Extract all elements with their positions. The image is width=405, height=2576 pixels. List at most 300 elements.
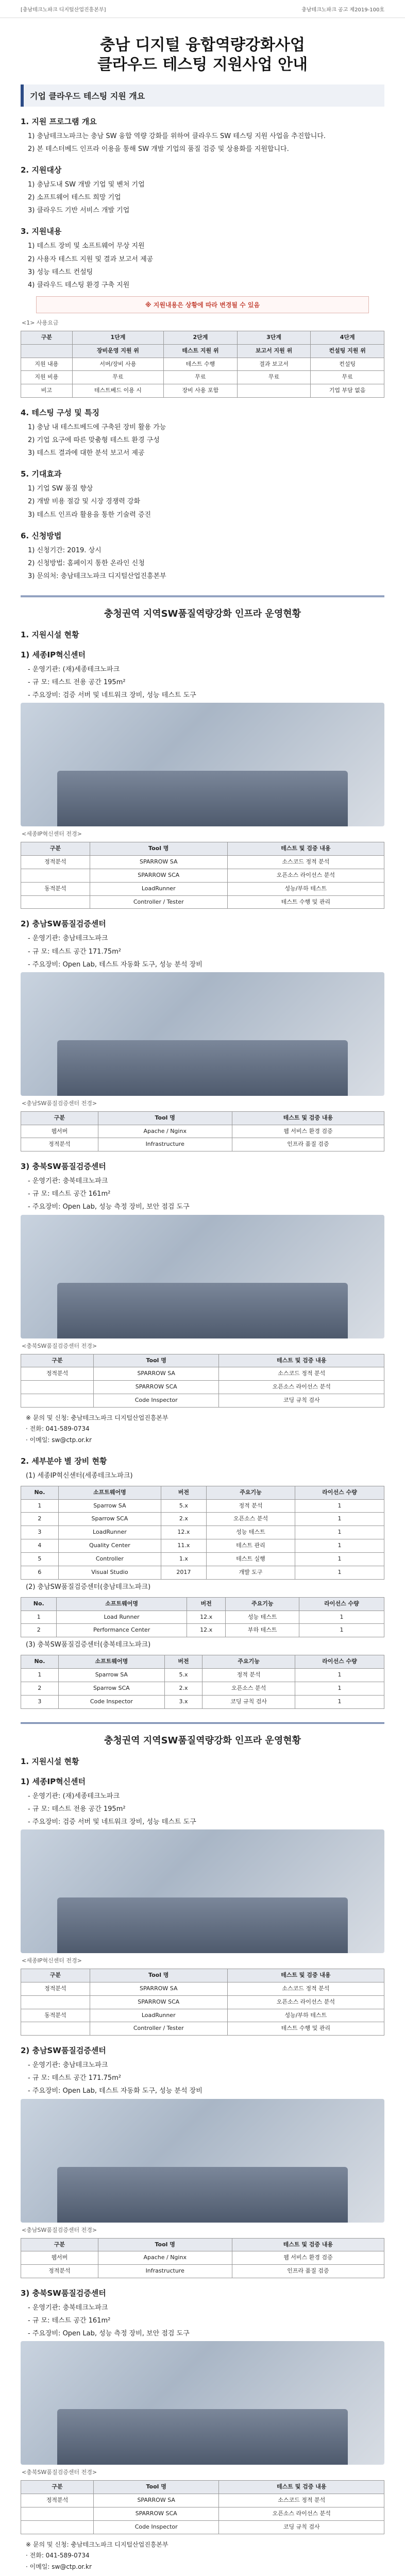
table-caption: <1> 사용요금 bbox=[22, 319, 59, 326]
table-cell: 정적분석 bbox=[21, 856, 90, 869]
part-title: 충청권역 지역SW품질역량강화 인프라 운영현황 bbox=[104, 608, 301, 619]
facility-photo bbox=[21, 2099, 384, 2223]
part-title: 충청권역 지역SW품질역량강화 인프라 운영현황 bbox=[104, 1735, 301, 1746]
table-cell: 오픈소스 라이선스 분석 bbox=[227, 1995, 384, 2009]
table-row bbox=[21, 1499, 384, 1513]
table-cell: 5.x bbox=[164, 1669, 202, 1682]
table-cell: SPARROW SCA bbox=[90, 1995, 227, 2009]
section-heading: 3. 지원내용 bbox=[21, 227, 62, 236]
detail-line: - 규 모: 테스트 공간 171.75m² bbox=[28, 947, 122, 956]
contact-line: · 이메일: sw@ctp.or.kr bbox=[26, 1436, 92, 1444]
table-cell: 비고 bbox=[21, 384, 73, 398]
table-cell: 1 bbox=[295, 1552, 384, 1566]
table-row bbox=[21, 1138, 384, 1151]
table-cell: 2017 bbox=[161, 1566, 206, 1579]
list-item: 2) 신청방법: 홈페이지 통한 온라인 신청 bbox=[28, 559, 145, 567]
table-row bbox=[21, 1995, 384, 2009]
table-header-cell: No. bbox=[21, 1655, 59, 1669]
list-item: 3) 테스트 결과에 대한 분석 보고서 제공 bbox=[28, 449, 145, 457]
table-cell: 4 bbox=[21, 1539, 59, 1553]
list-item: 1) 충남테크노파크는 충남 SW 융합 역량 강화를 위하여 클라우드 SW 테스팅 지원 사업을 추진합니다. bbox=[28, 132, 326, 140]
detail-line: - 규 모: 테스트 전용 공간 195m² bbox=[28, 679, 126, 686]
table-header-row bbox=[21, 1597, 384, 1611]
section-list bbox=[21, 483, 384, 520]
table-cell: SPARROW SCA bbox=[90, 869, 227, 882]
table-header-row bbox=[21, 1486, 384, 1499]
table-cell: Sparrow SCA bbox=[58, 1682, 164, 1696]
table-header-cell: Tool 명 bbox=[93, 2481, 219, 2494]
table-row bbox=[21, 895, 384, 909]
table-cell: 코딩 규칙 검사 bbox=[219, 1394, 384, 1408]
table-row bbox=[21, 2022, 384, 2036]
table-cell: Controller / Tester bbox=[90, 895, 227, 909]
table-header-cell: 소프트웨어명 bbox=[58, 1486, 161, 1499]
table-cell: 개발 도구 bbox=[206, 1566, 295, 1579]
data-table bbox=[21, 1655, 384, 1708]
table-cell: 1 bbox=[295, 1566, 384, 1579]
contact-line: ※ 문의 및 신청: 충남테크노파크 디지털산업진흥본부 bbox=[26, 2540, 168, 2548]
list-item: 1) 충남도내 SW 개발 기업 및 벤처 기업 bbox=[28, 181, 145, 189]
table-header-cell: 구분 bbox=[21, 842, 90, 856]
table-subheader-cell: 테스트 지원 위 bbox=[164, 344, 238, 358]
table-header-row bbox=[21, 1969, 384, 1982]
table-header-cell: 4단계 bbox=[311, 331, 384, 344]
table-header-cell: 3단계 bbox=[237, 331, 311, 344]
table-cell: 1 bbox=[295, 1539, 384, 1553]
notice-title: 기업 클라우드 테스팅 지원 개요 bbox=[21, 84, 384, 107]
table-cell: 무료 bbox=[164, 371, 238, 384]
section-divider bbox=[21, 1722, 384, 1724]
detail-line: - 규 모: 테스트 공간 161m² bbox=[28, 1190, 111, 1198]
table-cell: 테스트 수행 bbox=[164, 358, 238, 371]
table-cell: 1 bbox=[295, 1669, 384, 1682]
table-cell: 인프라 품질 검증 bbox=[232, 2265, 384, 2278]
list-item: 3) 테스트 인프라 활용을 통한 기술력 증진 bbox=[28, 511, 151, 519]
table-cell bbox=[21, 2507, 94, 2521]
detail-line: - 주요장비: Open Lab, 테스트 자동화 도구, 성능 분석 장비 bbox=[28, 2087, 202, 2095]
table-cell: 무료 bbox=[311, 371, 384, 384]
table-header-cell: 소프트웨어명 bbox=[57, 1597, 187, 1611]
header-bar bbox=[0, 0, 405, 18]
data-table bbox=[21, 842, 384, 909]
table-cell bbox=[21, 2022, 90, 2036]
list-item: 2) 소프트웨어 테스트 희망 기업 bbox=[28, 194, 121, 202]
photo-caption: <세종IP혁신센터 전경> bbox=[22, 1957, 82, 1964]
table-cell: SPARROW SA bbox=[90, 1982, 227, 1995]
table-cell: 무료 bbox=[72, 371, 163, 384]
table-header-cell: Tool 명 bbox=[90, 842, 227, 856]
table-cell: 오픈소스 라이선스 분석 bbox=[219, 2507, 384, 2521]
table-cell: 12.x bbox=[161, 1526, 206, 1539]
table-cell: 테스트베드 이용 시 bbox=[72, 384, 163, 398]
table-cell: Sparrow SA bbox=[58, 1669, 164, 1682]
section-divider bbox=[21, 596, 384, 597]
table-header-cell: Tool 명 bbox=[90, 1969, 227, 1982]
data-table bbox=[21, 1969, 384, 2036]
table-row bbox=[21, 2009, 384, 2022]
table-cell: 1 bbox=[21, 1669, 59, 1682]
list-item: 2) 사용자 테스트 지원 및 결과 보고서 제공 bbox=[28, 255, 154, 263]
detail-line: - 규 모: 테스트 공간 171.75m² bbox=[28, 2074, 122, 2082]
table-cell: 코딩 규칙 검사 bbox=[219, 2520, 384, 2534]
table-cell: 소스코드 정적 분석 bbox=[227, 856, 384, 869]
list-item: 1) 테스트 장비 및 소프트웨어 무상 지원 bbox=[28, 242, 145, 250]
photo-caption: <충남SW품질검증센터 전경> bbox=[22, 2226, 97, 2233]
table-cell: 무료 bbox=[237, 371, 311, 384]
table-header-cell: 주요기능 bbox=[206, 1486, 295, 1499]
table-row bbox=[21, 1381, 384, 1394]
table-cell: 오픈소스 분석 bbox=[202, 1682, 295, 1696]
title-line-2: 클라우드 테스팅 지원사업 안내 bbox=[97, 55, 308, 74]
facility-photo bbox=[21, 2341, 384, 2465]
table-row bbox=[21, 1367, 384, 1381]
table-cell: 테스트 관리 bbox=[206, 1539, 295, 1553]
table-cell: 정적 분석 bbox=[202, 1669, 295, 1682]
table-cell: SPARROW SA bbox=[93, 2494, 219, 2507]
table-cell: 12.x bbox=[187, 1624, 226, 1637]
table-header-cell: 구분 bbox=[21, 331, 73, 344]
table-cell: SPARROW SCA bbox=[93, 1381, 219, 1394]
facility-photo bbox=[21, 1215, 384, 1338]
table-header-cell: 라이선스 수량 bbox=[295, 1486, 384, 1499]
table-cell: 성능 테스트 bbox=[226, 1611, 299, 1624]
table-row bbox=[21, 1695, 384, 1708]
detail-line: - 운영기관: 충남테크노파크 bbox=[28, 2061, 108, 2070]
section-list bbox=[21, 131, 384, 155]
table-cell: 정적분석 bbox=[21, 1367, 94, 1381]
detail-line: - 주요장비: 검증 서버 및 네트워크 장비, 성능 테스트 도구 bbox=[28, 1818, 196, 1826]
table-header-cell: Tool 명 bbox=[93, 1354, 219, 1367]
table-cell: 지원 비용 bbox=[21, 371, 73, 384]
table-cell: 2 bbox=[21, 1513, 59, 1526]
table-cell: 3.x bbox=[164, 1695, 202, 1708]
facility-photo bbox=[21, 703, 384, 826]
list-item: 2) 기업 요구에 따른 맞춤형 테스트 환경 구성 bbox=[28, 436, 160, 445]
table-row bbox=[21, 856, 384, 869]
table-header-row bbox=[21, 2238, 384, 2251]
table-cell bbox=[21, 895, 90, 909]
table-cell: 1 bbox=[299, 1624, 384, 1637]
table-cell: Apache / Nginx bbox=[98, 1125, 232, 1138]
table-cell: 1 bbox=[295, 1682, 384, 1696]
table-row bbox=[21, 1125, 384, 1138]
table-cell: Quality Center bbox=[58, 1539, 161, 1553]
facility-heading: 3) 충북SW품질검증센터 bbox=[21, 2289, 106, 2298]
detail-line: - 운영기관: 충북테크노파크 bbox=[28, 2304, 108, 2312]
table-row bbox=[21, 2494, 384, 2507]
part-subheading: 1. 지원시설 현황 bbox=[21, 630, 79, 639]
table-cell: 성능/부하 테스트 bbox=[227, 882, 384, 895]
data-table bbox=[21, 2480, 384, 2534]
table-cell: Sparrow SCA bbox=[58, 1513, 161, 1526]
table-cell: Controller bbox=[58, 1552, 161, 1566]
table-cell: 1 bbox=[299, 1611, 384, 1624]
detail-line: - 주요장비: Open Lab, 테스트 자동화 도구, 성능 분석 장비 bbox=[28, 960, 202, 969]
table-cell bbox=[21, 869, 90, 882]
table-cell: LoadRunner bbox=[90, 882, 227, 895]
table-row bbox=[21, 2265, 384, 2278]
table-header-cell: 버전 bbox=[161, 1486, 206, 1499]
table-cell: 2.x bbox=[164, 1682, 202, 1696]
table-cell bbox=[21, 1381, 94, 1394]
section-heading: 2. 지원대상 bbox=[21, 165, 62, 175]
table-cell: SPARROW SCA bbox=[93, 2507, 219, 2521]
table-header-cell: No. bbox=[21, 1486, 59, 1499]
table-cell: 12.x bbox=[187, 1611, 226, 1624]
table-header-row bbox=[21, 1655, 384, 1669]
table-cell: 정적분석 bbox=[21, 2494, 94, 2507]
table-header-cell: 소프트웨어명 bbox=[58, 1655, 164, 1669]
table-cell: SPARROW SA bbox=[93, 1367, 219, 1381]
notice-sections bbox=[21, 116, 384, 582]
section-list bbox=[21, 241, 384, 291]
table-header-cell: 구분 bbox=[21, 2481, 94, 2494]
table-header-cell: 구분 bbox=[21, 1969, 90, 1982]
table-subheader-cell: 보고서 지원 위 bbox=[237, 344, 311, 358]
table-header-cell: 2단계 bbox=[164, 331, 238, 344]
table-cell: 1 bbox=[21, 1499, 59, 1513]
list-item: 3) 성능 테스트 컨설팅 bbox=[28, 268, 93, 276]
table-header-row bbox=[21, 331, 384, 344]
table-cell: Controller / Tester bbox=[90, 2022, 227, 2036]
table-cell: 기업 부담 없음 bbox=[311, 384, 384, 398]
table-header-cell: 테스트 및 검증 내용 bbox=[232, 2238, 384, 2251]
table-header-row bbox=[21, 1111, 384, 1125]
table-cell: Apache / Nginx bbox=[98, 2251, 232, 2265]
list-item: 2) 개발 비용 절감 및 시장 경쟁력 강화 bbox=[28, 498, 141, 506]
table-header-cell: 테스트 및 검증 내용 bbox=[219, 2481, 384, 2494]
table-cell: 6 bbox=[21, 1566, 59, 1579]
list-item: 1) 신청기간: 2019. 상시 bbox=[28, 546, 102, 554]
table-row bbox=[21, 1526, 384, 1539]
photo-caption: <세종IP혁신센터 전경> bbox=[22, 831, 82, 838]
table-cell: 2.x bbox=[161, 1513, 206, 1526]
notice-body bbox=[0, 36, 405, 582]
data-table bbox=[21, 1597, 384, 1638]
table-cell: Infrastructure bbox=[98, 1138, 232, 1151]
table-cell: 1 bbox=[21, 1611, 57, 1624]
table-cell: 오픈소스 라이선스 분석 bbox=[219, 1381, 384, 1394]
detail-line: - 규 모: 테스트 전용 공간 195m² bbox=[28, 1805, 126, 1813]
detail-line: - 주요장비: Open Lab, 성능 측정 장비, 보안 점검 도구 bbox=[28, 1203, 190, 1211]
data-table bbox=[21, 331, 384, 398]
facility-details bbox=[21, 2302, 384, 2340]
table-row bbox=[21, 869, 384, 882]
table-header-cell: 버전 bbox=[164, 1655, 202, 1669]
table-cell: 웹 서비스 환경 검증 bbox=[232, 2251, 384, 2265]
table-header-cell: 테스트 및 검증 내용 bbox=[232, 1111, 384, 1125]
table-cell: 부하 테스트 bbox=[226, 1624, 299, 1637]
table-cell: 웹서버 bbox=[21, 2251, 98, 2265]
table-row bbox=[21, 1539, 384, 1553]
table-header-cell: 구분 bbox=[21, 2238, 98, 2251]
header-right: 충남테크노파크 공고 제2019-100호 bbox=[301, 7, 384, 13]
table-cell: 컨설팅 bbox=[311, 358, 384, 371]
part-subheading: 2. 세부분야 별 장비 현황 bbox=[21, 1456, 107, 1466]
section-heading: 6. 신청방법 bbox=[21, 531, 62, 540]
table-header-cell: 버전 bbox=[187, 1597, 226, 1611]
table-row bbox=[21, 2251, 384, 2265]
table-row bbox=[21, 371, 384, 384]
table-cell: 장비 사용 포함 bbox=[164, 384, 238, 398]
list-item: 3) 문의처: 충남테크노파크 디지털산업진흥본부 bbox=[28, 572, 166, 580]
table-cell bbox=[21, 1394, 94, 1408]
table-row bbox=[21, 384, 384, 398]
table-cell: 코딩 규칙 검사 bbox=[202, 1695, 295, 1708]
table-row bbox=[21, 1611, 384, 1624]
list-item: 1) 충남 내 테스트베드에 구축된 장비 활용 가능 bbox=[28, 423, 166, 432]
header-left: [충남테크노파크 디지털산업진흥본부] bbox=[21, 7, 106, 13]
table-row bbox=[21, 1982, 384, 1995]
table-cell: LoadRunner bbox=[58, 1526, 161, 1539]
table-header-cell: 테스트 및 검증 내용 bbox=[227, 842, 384, 856]
list-item: 3) 클라우드 기반 서비스 개발 기업 bbox=[28, 207, 130, 215]
table-row bbox=[21, 1552, 384, 1566]
photo-caption: <충남SW품질검증센터 전경> bbox=[22, 1099, 97, 1107]
table-header-cell: 주요기능 bbox=[226, 1597, 299, 1611]
table-row bbox=[21, 1669, 384, 1682]
table-header-cell: 테스트 및 검증 내용 bbox=[227, 1969, 384, 1982]
section-heading: 1. 지원 프로그램 개요 bbox=[21, 117, 97, 126]
detail-line: - 운영기관: (재)세종테크노파크 bbox=[28, 665, 120, 673]
table-header-cell: 구분 bbox=[21, 1354, 94, 1367]
title-line-1: 충남 디지털 융합역량강화사업 bbox=[100, 36, 305, 54]
table-header-cell: 라이선스 수량 bbox=[299, 1597, 384, 1611]
table-cell: Load Runner bbox=[57, 1611, 187, 1624]
table-cell: Code Inspector bbox=[93, 1394, 219, 1408]
table-cell: 웹서버 bbox=[21, 1125, 98, 1138]
facility-details bbox=[21, 664, 384, 701]
data-table bbox=[21, 1354, 384, 1408]
part-subheading: 1. 지원시설 현황 bbox=[21, 1756, 79, 1766]
section-list bbox=[21, 179, 384, 216]
table-header-cell: 구분 bbox=[21, 1111, 98, 1125]
photo-caption: <충북SW품질검증센터 전경> bbox=[22, 1342, 97, 1349]
table-cell: 11.x bbox=[161, 1539, 206, 1553]
table-cell: 정적분석 bbox=[21, 1982, 90, 1995]
contact-info bbox=[26, 1413, 384, 1446]
table-cell: Code Inspector bbox=[58, 1695, 164, 1708]
table-cell: 결과 보고서 bbox=[237, 358, 311, 371]
warning-note: ※ 지원내용은 상황에 따라 변경될 수 있음 bbox=[36, 296, 369, 313]
equipment-table-title: (2) 충남SW품질검증센터(충남테크노파크) bbox=[26, 1583, 151, 1591]
facility-details bbox=[21, 933, 384, 970]
table-cell: 소스코드 정적 분석 bbox=[219, 1367, 384, 1381]
list-item: 2) 본 테스터베드 인프라 이용을 통해 SW 개발 기업의 품질 검증 및 상용화를 지원합니다. bbox=[28, 145, 289, 154]
section-list bbox=[21, 422, 384, 459]
facility-photo bbox=[21, 972, 384, 1096]
table-cell: SPARROW SA bbox=[90, 856, 227, 869]
table-cell: LoadRunner bbox=[90, 2009, 227, 2022]
contact-line: ※ 문의 및 신청: 충남테크노파크 디지털산업진흥본부 bbox=[26, 1414, 168, 1421]
facility-details bbox=[21, 2060, 384, 2097]
table-cell: 동적분석 bbox=[21, 2009, 90, 2022]
detail-line: - 규 모: 테스트 공간 161m² bbox=[28, 2317, 111, 2325]
table-cell: 1 bbox=[295, 1499, 384, 1513]
table-header-cell: 라이선스 수량 bbox=[295, 1655, 384, 1669]
table-cell: 지원 내용 bbox=[21, 358, 73, 371]
table-cell: 테스트 수행 및 관리 bbox=[227, 2022, 384, 2036]
table-subheader-cell: 장비운영 지원 위 bbox=[72, 344, 163, 358]
table-cell bbox=[21, 1995, 90, 2009]
table-cell: 1 bbox=[295, 1513, 384, 1526]
table-cell bbox=[237, 384, 311, 398]
facility-heading: 3) 충북SW품질검증센터 bbox=[21, 1162, 106, 1172]
table-cell: 소스코드 정적 분석 bbox=[227, 1982, 384, 1995]
table-header-cell: Tool 명 bbox=[98, 1111, 232, 1125]
table-row bbox=[21, 1394, 384, 1408]
table-header-row bbox=[21, 1354, 384, 1367]
table-cell: 테스트 실행 bbox=[206, 1552, 295, 1566]
table-cell: 성능 테스트 bbox=[206, 1526, 295, 1539]
section-list bbox=[21, 545, 384, 582]
table-header-cell: 테스트 및 검증 내용 bbox=[219, 1354, 384, 1367]
table-row bbox=[21, 882, 384, 895]
table-cell: 1 bbox=[295, 1526, 384, 1539]
facility-heading: 2) 충남SW품질검증센터 bbox=[21, 2046, 106, 2056]
title-block bbox=[21, 36, 384, 74]
section-heading: 4. 테스팅 구성 및 특징 bbox=[21, 408, 99, 418]
table-cell: 1 bbox=[295, 1695, 384, 1708]
table-header-cell: Tool 명 bbox=[98, 2238, 232, 2251]
table-row bbox=[21, 2520, 384, 2534]
table-cell: Code Inspector bbox=[93, 2520, 219, 2534]
table-cell bbox=[21, 2520, 94, 2534]
facility-photo bbox=[21, 1829, 384, 1953]
table-cell: 1.x bbox=[161, 1552, 206, 1566]
parts-container bbox=[0, 596, 405, 2576]
table-header-cell: 1단계 bbox=[72, 331, 163, 344]
table-header-cell: 주요기능 bbox=[202, 1655, 295, 1669]
table-cell: 인프라 품질 검증 bbox=[232, 1138, 384, 1151]
table-cell: 정적분석 bbox=[21, 2265, 98, 2278]
table-cell: 서버/장비 사용 bbox=[72, 358, 163, 371]
table-cell: 성능/부하 테스트 bbox=[227, 2009, 384, 2022]
table-cell: Infrastructure bbox=[98, 2265, 232, 2278]
detail-line: - 운영기관: 충북테크노파크 bbox=[28, 1177, 108, 1185]
table-row bbox=[21, 1566, 384, 1579]
section-heading: 5. 기대효과 bbox=[21, 469, 62, 479]
detail-line: - 주요장비: Open Lab, 성능 측정 장비, 보안 점검 도구 bbox=[28, 2330, 190, 2338]
contact-line: · 전화: 041-589-0734 bbox=[26, 1425, 90, 1433]
table-row bbox=[21, 1513, 384, 1526]
photo-caption: <충북SW품질검증센터 전경> bbox=[22, 2469, 97, 2476]
facility-heading: 2) 충남SW품질검증센터 bbox=[21, 919, 106, 929]
table-row bbox=[21, 358, 384, 371]
detail-line: - 운영기관: (재)세종테크노파크 bbox=[28, 1792, 120, 1800]
detail-line: - 운영기관: 충남테크노파크 bbox=[28, 935, 108, 943]
table-cell: 2 bbox=[21, 1624, 57, 1637]
equipment-table-title: (3) 충북SW품질검증센터(충북테크노파크) bbox=[26, 1641, 151, 1649]
facility-heading: 1) 세종IP혁신센터 bbox=[21, 1776, 86, 1786]
table-subheader-cell bbox=[21, 344, 73, 358]
list-item: 1) 기업 SW 품질 향상 bbox=[28, 485, 93, 493]
contact-line: · 이메일: sw@ctp.or.kr bbox=[26, 2563, 92, 2570]
facility-details bbox=[21, 1791, 384, 1828]
data-table bbox=[21, 2238, 384, 2279]
table-header-cell: No. bbox=[21, 1597, 57, 1611]
table-cell: 오픈소스 라이선스 분석 bbox=[227, 869, 384, 882]
table-row bbox=[21, 2507, 384, 2521]
equipment-table-title: (1) 세종IP혁신센터(세종테크노파크) bbox=[26, 1471, 133, 1480]
table-header-row bbox=[21, 2481, 384, 2494]
facility-heading: 1) 세종IP혁신센터 bbox=[21, 650, 86, 659]
table-cell: 3 bbox=[21, 1526, 59, 1539]
detail-line: - 주요장비: 검증 서버 및 네트워크 장비, 성능 테스트 도구 bbox=[28, 691, 196, 700]
table-cell: Performance Center bbox=[57, 1624, 187, 1637]
table-cell: 테스트 수행 및 관리 bbox=[227, 895, 384, 909]
table-cell: 5.x bbox=[161, 1499, 206, 1513]
